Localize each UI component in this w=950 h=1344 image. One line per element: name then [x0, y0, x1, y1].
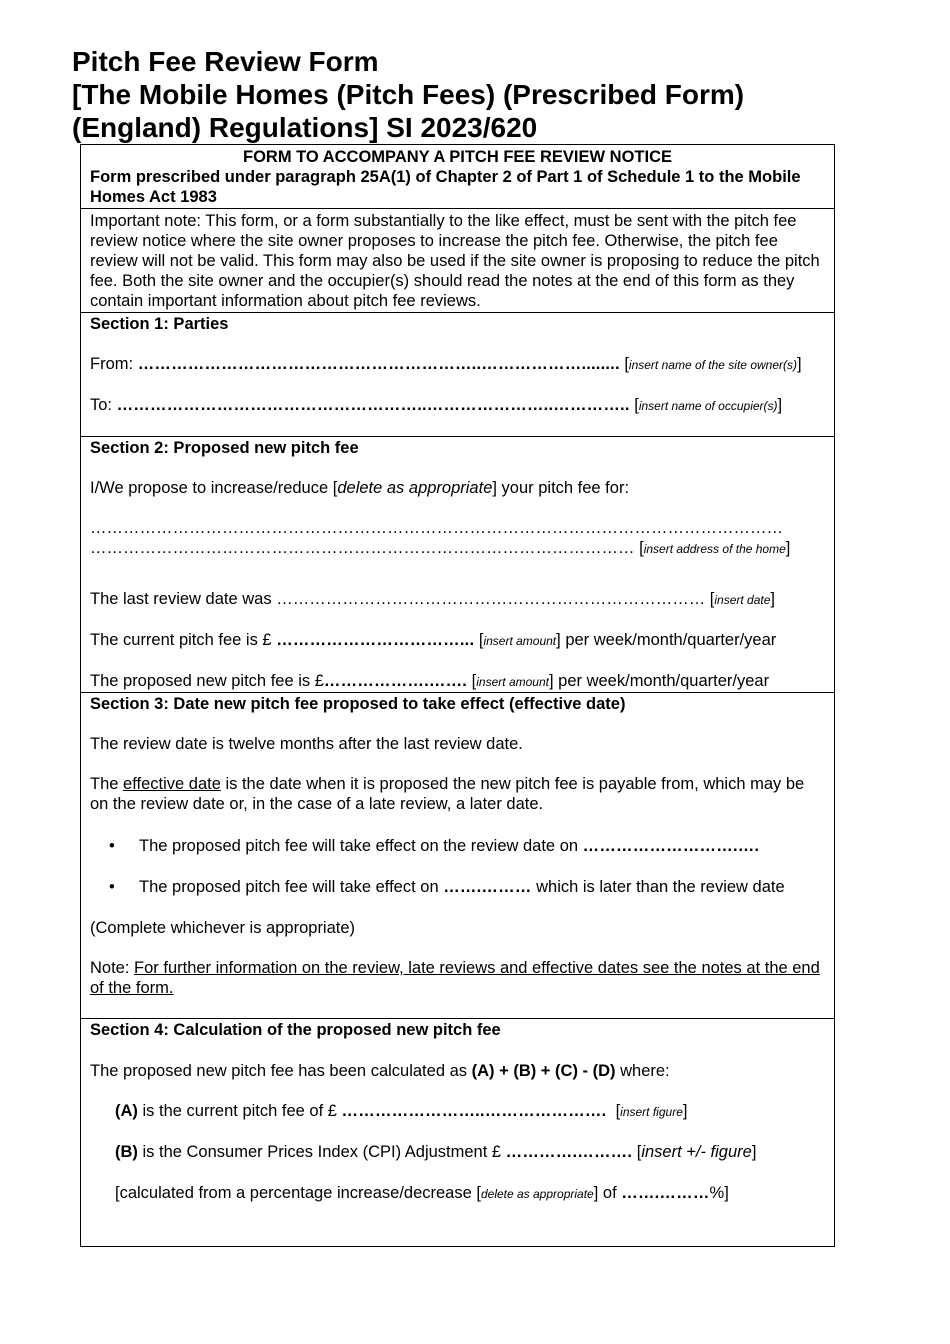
review-date-dots[interactable]: ……………………….…. [582, 837, 760, 855]
item-b-hint: [insert +/- figure] [636, 1143, 757, 1161]
address-line-1[interactable]: ……………………………………………………………………………………………………………… [90, 519, 783, 537]
item-b-dots[interactable]: ………….………. [505, 1143, 633, 1161]
important-note-text: Important note: This form, or a form substantially to the like effect, must be sent with the pitch fee review notice where the site owner proposes to increase the pitch fee. Otherwise, the pitch fee review will not be valid. This form may also be used if the site owner is proposing to reduce the pitch fee. Both the site owner and the occupier(s) should read the notes at the end of this form as they contain important information about pitch fee reviews. [90, 212, 820, 310]
section-4-heading: Section 4: Calculation of the proposed new pitch fee [90, 1021, 501, 1039]
propose-text: I/We propose to increase/reduce [delete as appropriate] your pitch fee for: [90, 479, 630, 497]
later-date-dots[interactable]: …….……… [443, 878, 532, 896]
to-dots[interactable]: ………………………………………………..…………………..………….. [116, 396, 630, 414]
form-table [80, 144, 835, 1247]
section-2-proposed-fee [81, 437, 834, 693]
title-line-3: (England) Regulations] SI 2023/620 [72, 112, 538, 143]
item-b-field[interactable]: (B) is the Consumer Prices Index (CPI) Adjustment £ ………….………. [insert +/- figure] [115, 1143, 757, 1161]
bullet-review-date[interactable]: • The proposed pitch fee will take effect on the review date on ……………………….…. [90, 836, 825, 856]
current-fee-field[interactable]: The current pitch fee is £ ……………………………... [insert amount] per week/month/quarter/year [90, 631, 777, 649]
percentage-field[interactable]: [calculated from a percentage increase/decrease [delete as appropriate] of …….………%] [115, 1184, 729, 1202]
item-a-field[interactable]: (A) is the current pitch fee of £ ……………………..…………………. [insert figure] [115, 1102, 688, 1120]
form-subheading: Form prescribed under paragraph 25A(1) of Chapter 2 of Part 1 of Schedule 1 to the Mobile Homes Act 1983 [90, 168, 801, 206]
to-label: To: [90, 396, 113, 414]
current-fee-hint: [insert amount] [478, 631, 561, 649]
review-date-text: The review date is twelve months after the last review date. [90, 735, 523, 753]
complete-text: (Complete whichever is appropriate) [90, 919, 356, 937]
last-review-dots[interactable]: …………………………………………………………………… [276, 590, 706, 608]
title-line-2: [The Mobile Homes (Pitch Fees) (Prescribed Form) [72, 79, 745, 110]
from-label: From: [90, 355, 134, 373]
section-3-effective-date [81, 693, 834, 1019]
section-1-heading: Section 1: Parties [90, 315, 229, 333]
percentage-dots[interactable]: …….……… [621, 1184, 710, 1202]
effective-date-text: The effective date is the date when it is proposed the new pitch fee is payable from, which may be on the review date or, in the case of a late review, a later date. [90, 775, 805, 813]
to-hint: [insert name of occupier(s)] [634, 396, 783, 414]
bullet-later-date[interactable]: • The proposed pitch fee will take effect on …….……… which is later than the review date [90, 877, 825, 897]
to-field[interactable] [90, 395, 825, 416]
page-title [72, 45, 744, 144]
proposed-fee-field[interactable]: The proposed new pitch fee is £……………….……. [insert amount] per week/month/quarter/year [90, 672, 770, 690]
important-note [81, 209, 834, 313]
from-dots[interactable]: ……………………………………………………..………………........ [137, 355, 620, 373]
from-hint: [insert name of the site owner(s)] [624, 355, 802, 373]
proposed-fee-dots[interactable]: ……………….……. [323, 672, 468, 690]
last-review-hint: [insert date] [709, 590, 776, 608]
section-4-calculation [81, 1019, 834, 1246]
item-a-dots[interactable]: ……………………..…………………. [341, 1102, 607, 1120]
form-header [81, 145, 834, 209]
item-a-hint: [insert figure] [611, 1102, 688, 1120]
form-heading: FORM TO ACCOMPANY A PITCH FEE REVIEW NOTICE [242, 148, 673, 166]
current-fee-dots[interactable]: ……………………………... [276, 631, 475, 649]
section-3-heading: Section 3: Date new pitch fee proposed to take effect (effective date) [90, 695, 626, 713]
last-review-field[interactable]: The last review date was …………………………………………………………………… [insert date] [90, 590, 776, 608]
section-1-parties [81, 313, 834, 437]
title-line-1: Pitch Fee Review Form [72, 46, 379, 77]
address-hint: [insert address of the home] [639, 539, 791, 557]
proposed-fee-hint: [insert amount] [471, 672, 554, 690]
address-line-2[interactable]: ……………………………………………………………………………………… [insert address of the home] [90, 539, 791, 557]
calculation-text: The proposed new pitch fee has been calculated as (A) + (B) + (C) - (D) where: [90, 1062, 670, 1080]
from-field[interactable] [90, 354, 825, 375]
section-3-note: Note: For further information on the review, late reviews and effective dates see the notes at the end of the form. [90, 959, 820, 997]
section-2-heading: Section 2: Proposed new pitch fee [90, 439, 359, 457]
